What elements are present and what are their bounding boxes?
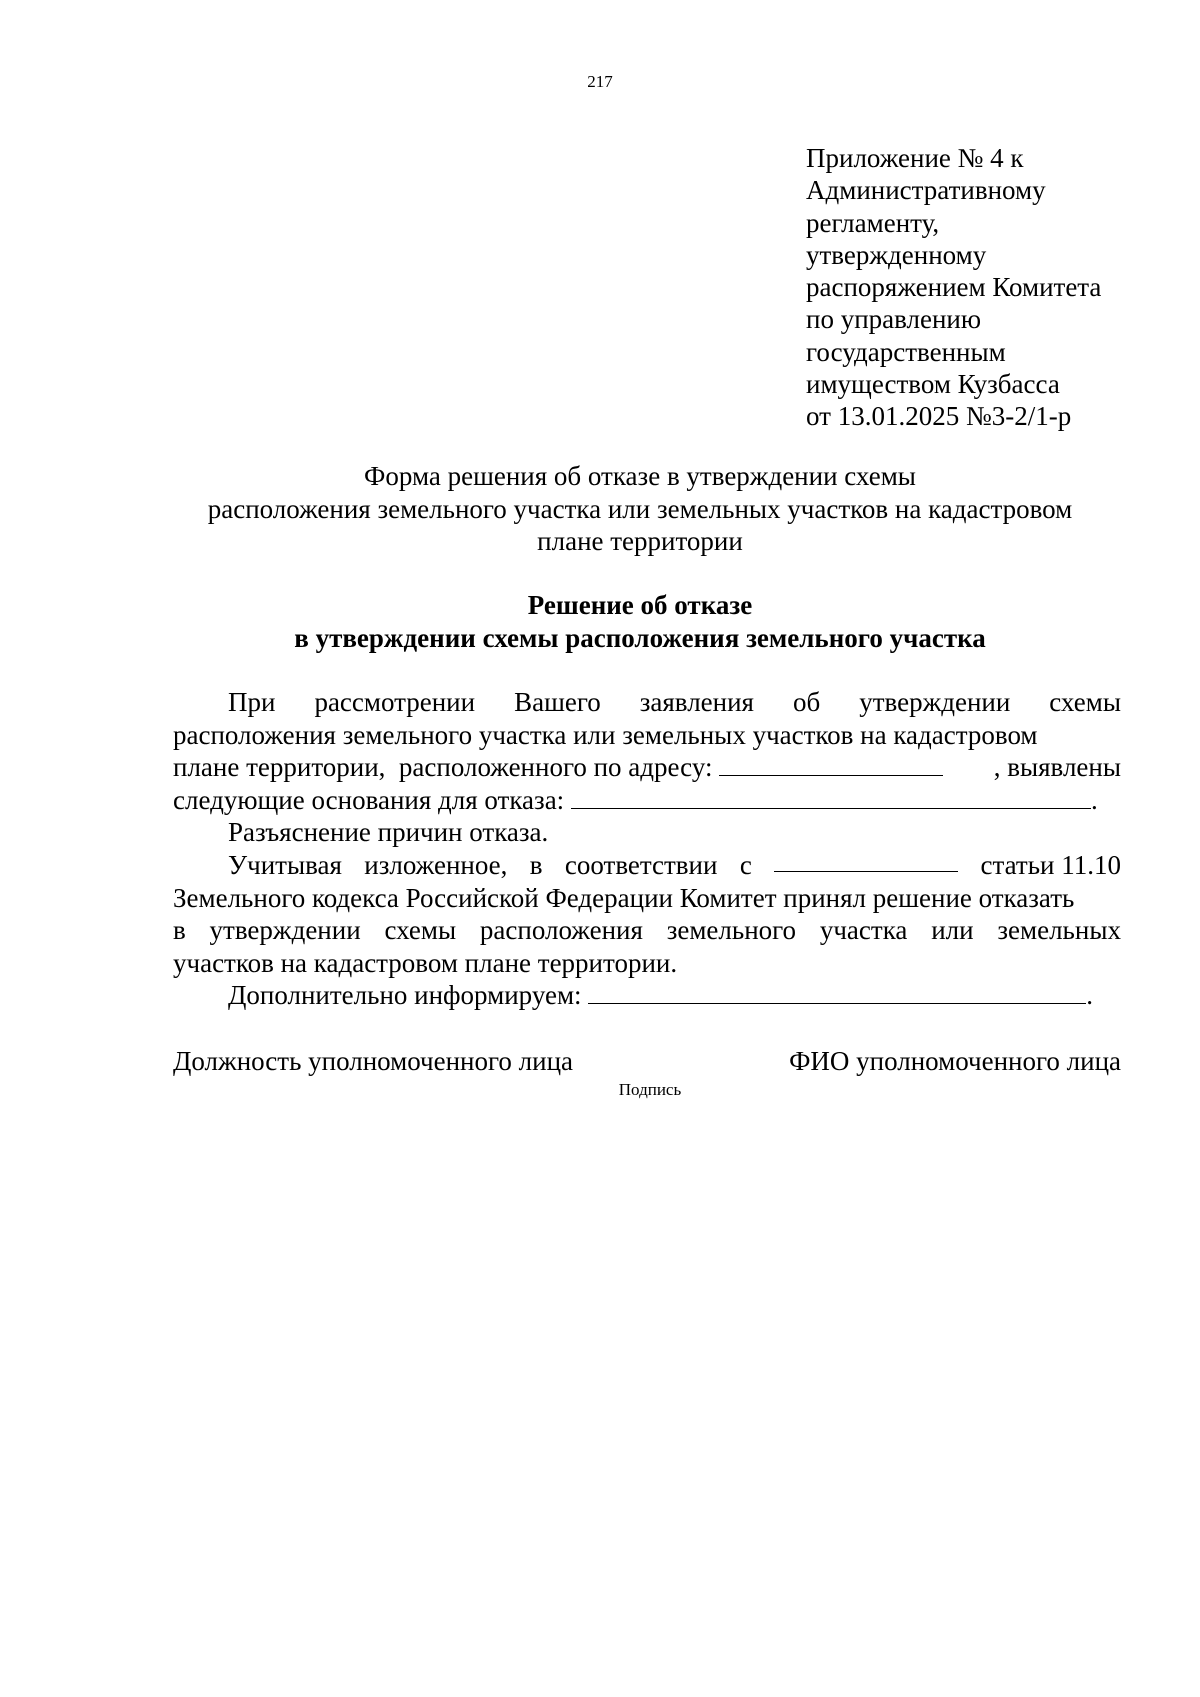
appendix-line: государственным [806, 336, 1006, 367]
word: Вашего [514, 687, 601, 717]
additional-info-blank[interactable] [588, 981, 1086, 1004]
word: утверждении [209, 915, 361, 946]
body-line: Земельного кодекса Российской Федерации Комитет принял решение отказать [173, 882, 1075, 913]
appendix-line: утвержденному [806, 239, 987, 270]
decision-title-line: Решение об отказе [527, 590, 753, 620]
word: утверждении [859, 687, 1011, 717]
appendix-line: имуществом Кузбасса [806, 369, 1060, 400]
word: Учитывая [228, 849, 342, 880]
word: в [173, 915, 186, 946]
body-text-fragment: . [1086, 980, 1094, 1011]
additional-info-label: Дополнительно информируем: [228, 980, 589, 1011]
appendix-reference [806, 142, 1186, 433]
word: земельного [666, 915, 797, 946]
word: участка [819, 915, 908, 946]
body-line [173, 914, 1121, 947]
address-blank[interactable] [719, 753, 943, 776]
grounds-blank[interactable] [571, 786, 1091, 809]
body-line [173, 686, 1121, 719]
word: расположения [479, 915, 643, 946]
word: с [739, 849, 752, 880]
word: земельных [997, 915, 1121, 946]
word: изложенное, [364, 849, 508, 880]
grounds-label: следующие основания для отказа: [173, 784, 571, 815]
word: об [792, 687, 821, 717]
body-line: расположения земельного участка или земельных участков на кадастровом [173, 719, 1038, 750]
body-line: Разъяснение причин отказа. [228, 817, 549, 848]
word: рассмотрении [314, 687, 476, 717]
word: в [529, 849, 543, 880]
name-label: ФИО уполномоченного лица [789, 1046, 1121, 1076]
address-label: плане территории, расположенного по адресу: [173, 752, 720, 783]
appendix-line: Административному [806, 175, 1046, 206]
body-text-fragment: . [1090, 784, 1098, 815]
article-part-blank[interactable] [774, 849, 958, 872]
decision-title [160, 589, 1120, 655]
form-title-line: плане территории [537, 526, 743, 556]
word: или [931, 915, 974, 946]
signature-caption: Подпись [618, 1080, 682, 1099]
address-row [173, 751, 943, 784]
appendix-line: распоряжением Комитета [806, 272, 1102, 303]
body-line [173, 751, 1121, 784]
body-line [173, 784, 1121, 817]
decision-body [173, 686, 1121, 1012]
body-line [173, 849, 1121, 882]
word: заявления [639, 687, 754, 717]
form-title-line: расположения земельного участка или земельных участков на кадастровом [207, 493, 1073, 524]
signature-block [173, 1045, 1121, 1077]
word: статьи 11.10 [980, 849, 1121, 880]
appendix-line: регламенту, [806, 207, 940, 238]
position-label: Должность уполномоченного лица [173, 1046, 574, 1076]
body-line: участков на кадастровом плане территории. [173, 947, 678, 978]
word: схемы [1049, 687, 1121, 717]
form-title-line: Форма решения об отказе в утверждении схемы [364, 461, 916, 491]
word: схемы [384, 915, 457, 946]
appendix-line: от 13.01.2025 №3-2/1-р [806, 401, 1072, 432]
appendix-line: Приложение № 4 к [806, 143, 1024, 173]
word: При [228, 687, 276, 717]
page-number: 217 [587, 72, 613, 91]
body-text-fragment: , выявлены [993, 752, 1121, 783]
appendix-line: по управлению [806, 304, 982, 335]
decision-title-line: в утверждении схемы расположения земельного участка [294, 623, 986, 653]
word: соответствии [564, 849, 718, 880]
form-title [160, 460, 1120, 558]
body-line [173, 979, 1121, 1012]
